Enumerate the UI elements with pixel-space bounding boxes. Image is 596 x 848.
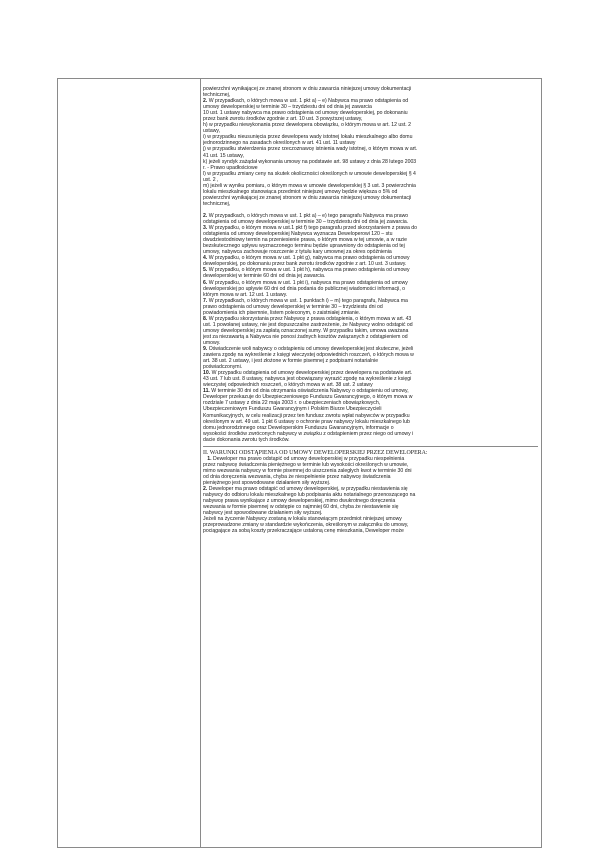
text-line: powierzchni wynikającej ze znanej stronom w dniu zawarcia niniejszej umowy dokumentacji — [203, 194, 412, 201]
text-line: 2. W przypadkach, o których mowa w ust. 1 pkt a) – e) tego paragrafu Nabywca ma prawo — [203, 212, 409, 219]
text-line: II. WARUNKI ODSTĄPIENIA OD UMOWY DEWELOPERSKIEJ PRZEZ DEWELOPERA: — [203, 449, 428, 456]
text-line: powiadomienia ich pisemnie, listem poleconym, o zaistniałej zmianie. — [203, 309, 361, 316]
text-line: odstąpienia od umowy deweloperskiej w terminie 30 – trzydziestu dni od dnia jej zawarcia. — [203, 219, 409, 226]
text-line: wysokości środków zwróconych nabywcy w związku z odstąpieniem przez niego od umowy i — [203, 430, 414, 437]
text-line: m) jeżeli w wyniku pomiaru, o którym mowa w umowie deweloperskiej § 3 ust. 3 powierzchnia — [203, 182, 416, 189]
text-line: ust. 2 , — [203, 176, 219, 183]
column-divider — [200, 79, 201, 847]
text-line: 9. Oświadczenie woli nabywcy o odstąpieniu od umowy deweloperskiej jest skuteczne, jeżeli — [203, 346, 414, 353]
text-line: jednorodzinnego na zasadach określonych w art. 41 ust. 11 ustawy — [203, 140, 356, 147]
text-line: 8. W przypadku skorzystania przez Nabywcę z prawa odstąpienia, o którym mowa w art. 43 — [203, 315, 412, 322]
text-line: 6. W przypadku, o którym mowa w ust. 1 pkt i), nabywca ma prawo odstąpienia od umowy — [203, 279, 408, 286]
text-line: deweloperskiej, po dokonaniu przez bank zwrotu środków zgodnie z art. 10 ust. 3 ustawy. — [203, 261, 407, 268]
text-line: deweloperskiej w terminie 60 dni od dnia jej zawarcia. — [203, 273, 326, 280]
text-line: pociągające za sobą koszty przekraczające ustaloną cenę mieszkania, Deweloper może — [203, 528, 404, 535]
text-line: dwudziestodniowy termin na przeniesienie prawa, o którym mowa w tej umowie, a w razie — [203, 237, 407, 244]
text-line: 2. W przypadkach, o których mowa w ust. 1 pkt a) – e) Nabywca ma prawo odstąpienia od — [203, 98, 409, 105]
text-line: 5. W przypadku, o którym mowa w ust. 1 pkt h), nabywca ma prawo odstąpienia od umowy — [203, 267, 410, 274]
row-divider — [203, 446, 538, 447]
text-line: wezwania w formie pisemnej w odstępie co najmniej 60 dni, chyba że niestawienie się — [203, 504, 399, 511]
text-line: 7. W przypadkach, o których mowa w ust. 1 punktach i) – m) tego paragrafu, Nabywca ma — [203, 297, 408, 304]
text-line: 43 ust. 7 lub ust. 8 ustawy, nabywca jest obowiązany wyrazić zgodę na wykreślenie z księgi — [203, 376, 412, 383]
text-line: poświadczonymi. — [203, 364, 243, 371]
text-line: jest za niezawartą a Nabywca nie ponosi żadnych kosztów związanych z odstąpieniem od — [203, 333, 408, 340]
text-line: Komunikacyjnych, w celu realizacji przez ten fundusz zwrotu wpłat nabywców w przypadku — [203, 412, 410, 419]
text-line: nabywcy jest spowodowane działaniem siły wyższej. — [203, 510, 323, 517]
text-line: 11. W terminie 30 dni od dnia otrzymania oświadczenia Nabywcy o odstąpieniu od umowy, — [203, 388, 409, 395]
text-line: przez bank zwrotu środków zgodnie z art. 10 ust. 3 powyższej ustawy, — [203, 116, 363, 123]
text-line: przeprowadzone zmiany w standardzie wykończenia, określonym w załączniku do umowy, — [203, 522, 409, 529]
text-line: bezskutecznego upływu wyznaczonego terminu będzie uprawniony do odstąpienia od tej — [203, 243, 405, 250]
text-line: rozdziale 7 ustawy z dnia 22 maja 2003 r. o ubezpieczeniach obowiązkowych, — [203, 400, 381, 407]
text-line: nabywcy do odbioru lokalu mieszkalnego lub podpisania aktu notarialnego przenoszącego na — [203, 492, 416, 499]
text-line: Jeżeli na życzenie Nabywcy zostaną w lokalu stanowiącym przedmiot niniejszej umowy — [203, 516, 402, 523]
text-line: mimo wezwania nabywcy w formie pisemnej do uiszczenia zaległych kwot w terminie 30 dni — [203, 467, 412, 474]
text-line: 10. W przypadku odstąpienia od umowy deweloperskiej przez dewelopera na podstawie art. — [203, 370, 413, 377]
text-line: Deweloper przekazuje do Ubezpieczeniowego Funduszu Gwarancyjnego, o którym mowa w — [203, 394, 413, 401]
text-line: nabywcę prawa wynikające z umowy deweloperskiej, mimo dwukrotnego doręczenia — [203, 498, 396, 505]
text-line: 3. W przypadku, o którym mowa w ust.1 pkt f) tego paragrafu przed skorzystaniem z prawa do — [203, 225, 418, 232]
text-line: zawiera zgodę na wykreślenie z księgi wieczystej odpowiednich roszczeń, o których mowa w — [203, 352, 414, 359]
text-line: którym mowa w art. 12 ust. 1 ustawy. — [203, 291, 288, 298]
text-line: dacie dokonania zwrotu tych środków. — [203, 436, 290, 443]
text-line: pieniężnego jest spowodowane działaniem siły wyższej. — [203, 480, 331, 486]
text-line: technicznej, — [203, 200, 231, 207]
text-line: powierzchni wynikającej ze znanej stronom w dniu zawarcia niniejszej umowy dokumentacji — [203, 86, 412, 92]
text-line: technicznej, — [203, 92, 231, 99]
text-line: umowy deweloperskiej za zapłatą oznaczonej sumy. W przypadku takim, umowa uważana — [203, 327, 409, 334]
text-line: 2. Deweloper ma prawo odstąpić od umowy deweloperskiej, w przypadku niestawienia się — [203, 486, 408, 493]
text-line: art. 38 ust. 2 ustawy, i jest złożone w formie pisemnej z podpisami notarialnie — [203, 358, 379, 365]
text-line: od dnia doręczenia wezwania, chyba że niespełnienie przez nabywcę świadczenia — [203, 473, 391, 480]
text-line: r. - Prawo upadłościowe — [203, 164, 258, 171]
text-line: h) w przypadku niewykonania przez dewelopera obowiązku, o którym mowa w art. 12 ust. 2 — [203, 122, 412, 129]
text-block-3 — [203, 450, 538, 535]
text-block-2 — [203, 213, 538, 443]
text-line: odstąpienia od umowy deweloperskiej Nabywca wyznacza Deweloperowi 120 – stu — [203, 231, 393, 238]
text-line: wieczystej odpowiednich roszczeń, o których mowa w art. 38 ust. 2 ustawy — [203, 382, 373, 389]
text-line: 10 ust. 1 ustawy nabywca ma prawo odstąpienia od umowy deweloperskiej, po dokonaniu — [203, 110, 408, 117]
text-line: i) w przypadku nieusunięcia przez dewelopera wady istotnej lokalu mieszkalnego albo domu — [203, 134, 413, 141]
text-block-1 — [203, 86, 538, 207]
text-line: umowy, nabywca zachowuje roszczenie z tytułu kary umownej za okres opóźnienia — [203, 249, 392, 256]
text-line: ustawy, — [203, 128, 221, 135]
text-line: prawo odstąpienia od umowy deweloperskiej w terminie 30 – trzydziestu dni od — [203, 303, 383, 310]
text-line: 4. W przypadku, o którym mowa w ust. 1 pkt g), nabywca ma prawo odstąpienia od umowy — [203, 255, 410, 262]
text-line: przez nabywcę świadczenia pieniężnego w terminie lub wysokości określonych w umowie, — [203, 461, 409, 468]
text-line: domu jednorodzinnego oraz Deweloperskim Funduszu Gwarancyjnym, informacje o — [203, 424, 394, 431]
text-line: ust. 1 powołanej ustawy, nie jest dopuszczalne zastrzeżenie, że Nabywcy wolno odstąpić od — [203, 321, 413, 328]
text-line: Ubezpieczeniowym Funduszu Gwarancyjnym i Polskim Biurze Ubezpieczycieli — [203, 406, 382, 413]
text-line: j) w przypadku stwierdzenia przez rzeczoznawcę istnienia wady istotnej, o którym mowa w art. — [203, 146, 418, 153]
document-table — [57, 78, 542, 848]
text-line: umowy deweloperskiej w terminie 30 – trzydziestu dni od dnia jej zawarcia — [203, 104, 372, 111]
text-line: umowy. — [203, 339, 221, 346]
text-line: deweloperskiej po upływie 60 dni od dnia podania do publicznej wiadomości informacji, o — [203, 285, 406, 292]
text-line: lokalu mieszkalnego stanowiąca przedmiot niniejszej umowy będzie większa o 5% od — [203, 188, 398, 195]
text-line: 1. Deweloper ma prawo odstąpić od umowy deweloperskiej w przypadku niespełnienia — [207, 455, 405, 462]
text-line: określonym w art. 49 ust. 1 pkt 6 ustawy o ochronie praw nabywcy lokalu mieszkalnego lub — [203, 418, 410, 425]
text-line: l) w przypadku zmiany ceny na skutek okoliczności określonych w umowie deweloperskiej § 4 — [203, 170, 416, 177]
text-line: k) jeżeli syndyk zażądał wykonania umowy na podstawie art. 98 ustawy z dnia 28 lutego 2003 — [203, 158, 417, 165]
right-column-content — [203, 86, 538, 847]
text-line: 41 ust. 15 ustawy, — [203, 152, 245, 159]
